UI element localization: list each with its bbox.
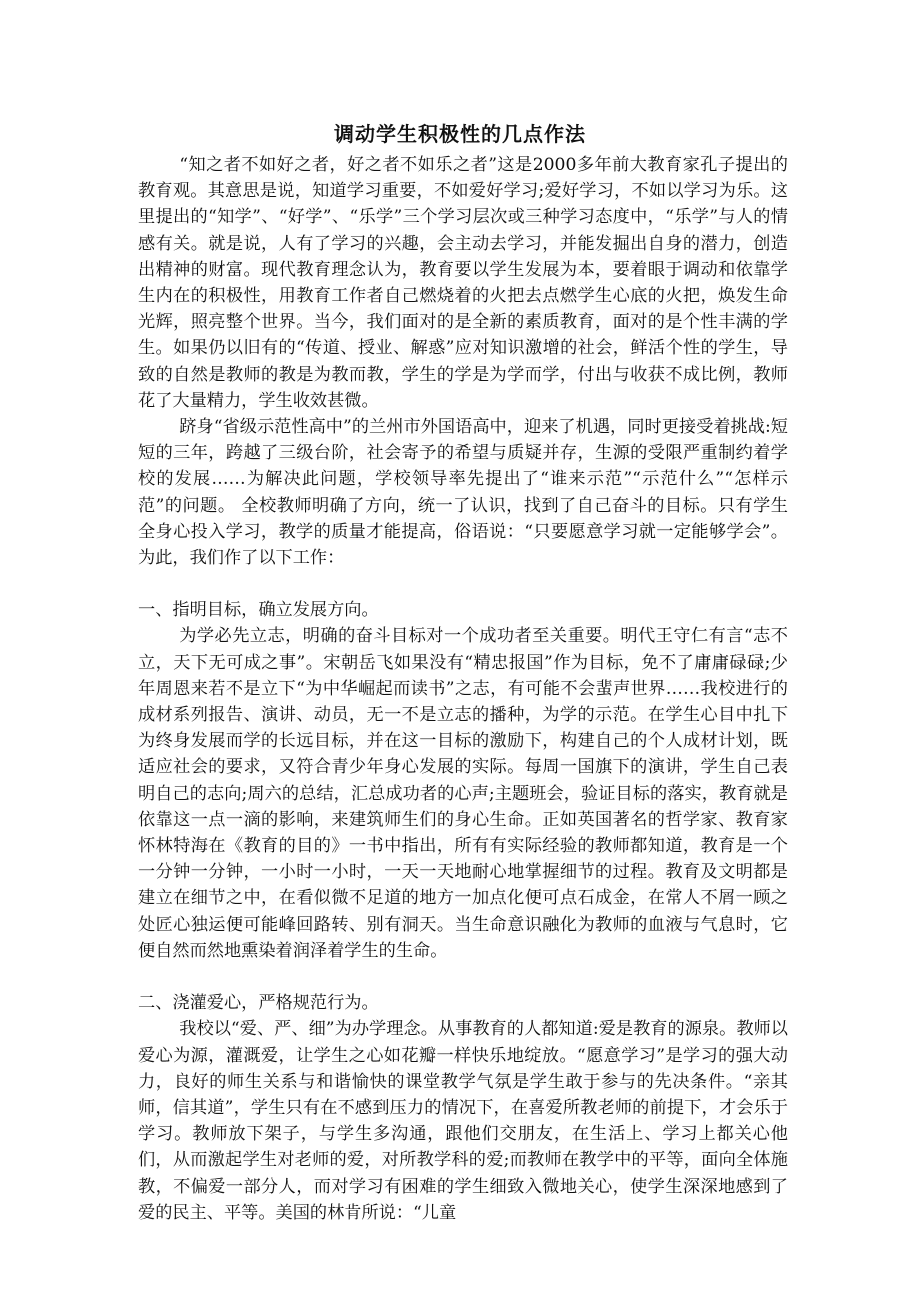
intro-paragraph-1: “知之者不如好之者，好之者不如乐之者”这是2000多年前大教育家孔子提出的教育观。其意思是说，知道学习重要，不如爱好学习;爱好学习，不如以学习为乐。这里提出的“知学”、“好学”、“乐学”三个学习层次或三种学习态度中，“乐学”与人的情感有关。就是说，人有了学习的兴趣，会主动去学习，并能发掘出自身的潜力，创造出精神的财富。现代教育理念认为，教育要以学生发展为本，要着眼于调动和依靠学生内在的积极性，用教育工作者自己燃烧着的火把去点燃学生心底的火把，焕发生命光辉，照亮整个世界。当今，我们面对的是全新的素质教育，面对的是个性丰满的学生。如果仍以旧有的“传道、授业、解惑”应对知识激增的社会，鲜活个性的学生，导致的自然是教师的教是为教而教，学生的学是为学而学，付出与收获不成比例，教师花了大量精力，学生收效甚微。 (138, 155, 788, 411)
document-title: 调动学生积极性的几点作法 (334, 122, 586, 146)
document-body (138, 152, 788, 1226)
section-heading-1: 一、指明目标，确立发展方向。 (138, 600, 379, 621)
intro-paragraph-2: 跻身“省级示范性高中”的兰州市外国语高中，迎来了机遇，同时更接受着挑战:短短的三年，跨越了三级台阶，社会寄予的希望与质疑并存，生源的受限严重制约着学校的发展……为解决此问题，学校领导率先提出了“谁来示范”“示范什么”“怎样示范”的问题。 全校教师明确了方向，统一了认识，找到了自己奋斗的目标。只有学生全身心投入学习，教学的质量才能提高，俗语说：“只要愿意学习就一定能够学会”。为此，我们作了以下工作： (138, 417, 788, 569)
section-heading-2: 二、浇灌爱心，严格规范行为。 (138, 993, 379, 1014)
section-2-paragraph: 我校以“爱、严、细”为办学理念。从事教育的人都知道:爱是教育的源泉。教师以爱心为源，灌溉爱，让学生之心如花瓣一样快乐地绽放。“愿意学习”是学习的强大动力，良好的师生关系与和谐愉快的课堂教学气氛是学生敢于参与的先决条件。“亲其师，信其道”，学生只有在不感到压力的情况下，在喜爱所教老师的前提下，才会乐于学习。教师放下架子，与学生多沟通，跟他们交朋友，在生活上、学习上都关心他们，从而激起学生对老师的爱，对所教学科的爱;而教师在教学中的平等，面向全体施教，不偏爱一部分人，而对学习有困难的学生细致入微地关心，使学生深深地感到了爱的民主、平等。美国的林肯所说：“儿童 (138, 1019, 788, 1223)
section-1-paragraph: 为学必先立志，明确的奋斗目标对一个成功者至关重要。明代王守仁有言“志不立，天下无可成之事”。宋朝岳飞如果没有“精忠报国”作为目标，免不了庸庸碌碌;少年周恩来若不是立下“为中华崛起而读书”之志，有可能不会蜚声世界……我校进行的成材系列报告、演讲、动员，无一不是立志的播种，为学的示范。在学生心目中扎下为终身发展而学的长远目标，并在这一目标的激励下，构建自己的个人成材计划，既适应社会的要求，又符合青少年身心发展的实际。每周一国旗下的演讲，学生自己表明自己的志向;周六的总结，汇总成功者的心声;主题班会，验证目标的落实，教育就是依靠这一点一滴的影响，来建筑师生们的身心生命。正如英国著名的哲学家、教育家怀林特海在《教育的目的》一书中指出，所有有实际经验的教师都知道，教育是一个一分钟一分钟，一小时一小时，一天一天地耐心地掌握细节的过程。教育及文明都是建立在细节之中，在看似微不足道的地方一加点化便可点石成金，在常人不屑一顾之处匠心独运便可能峰回路转、别有洞天。当生命意识融化为教师的血液与气息时，它便自然而然地熏染着润泽着学生的生命。 (138, 626, 788, 961)
